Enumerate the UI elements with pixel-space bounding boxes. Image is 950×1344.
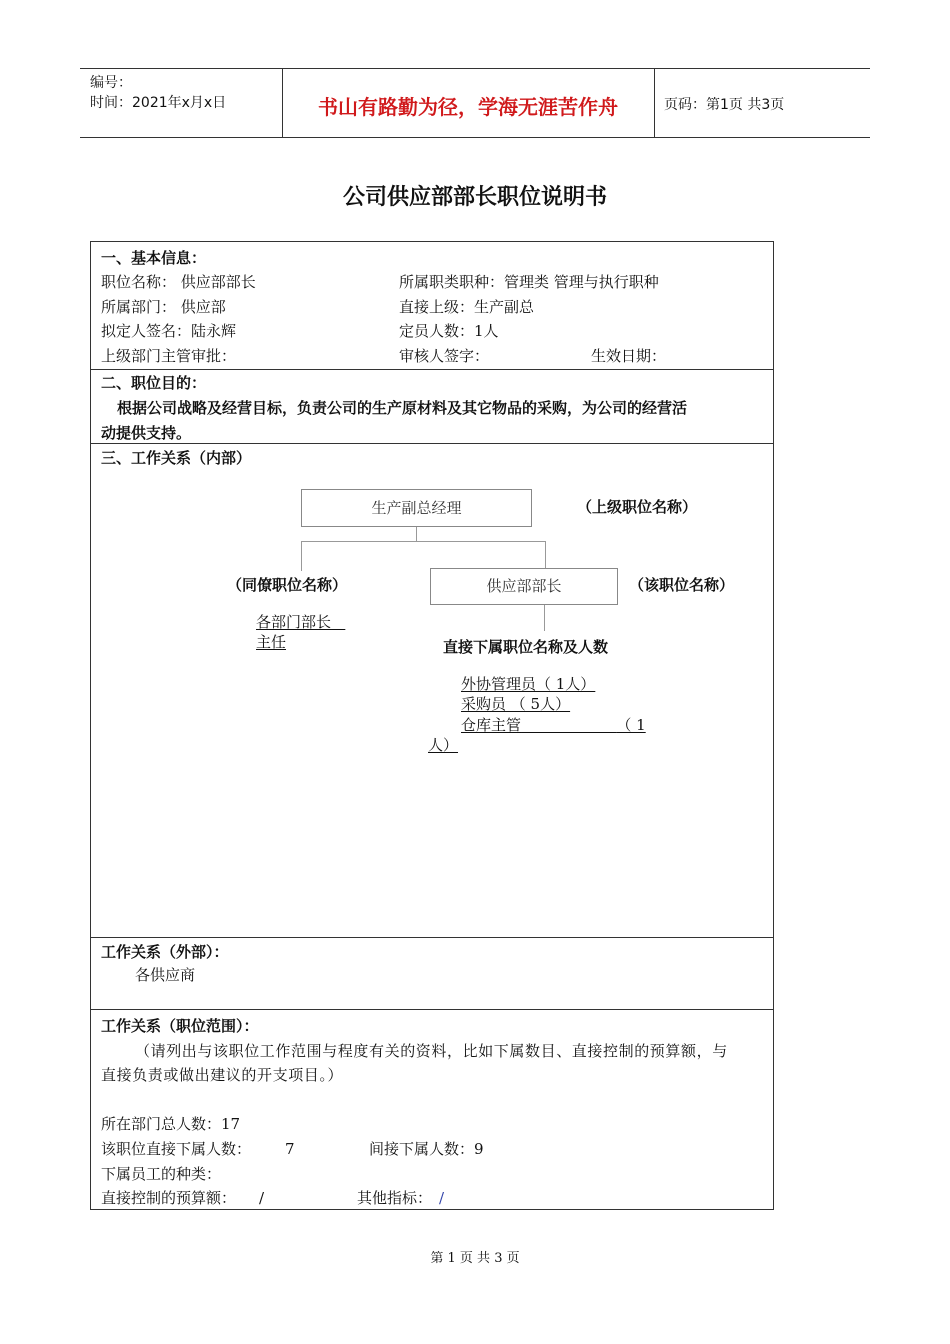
- superior-position-note: （上级职位名称）: [577, 498, 698, 516]
- peer-position-note: （同僚职位名称）: [227, 576, 348, 594]
- subordinates-heading: 直接下属职位名称及人数: [443, 638, 609, 656]
- external-relations-heading: 工作关系（外部）：: [101, 943, 229, 961]
- purpose-line-1: 根据公司战略及经营目标，负责公司的生产原材料及其它物品的采购，为公司的经营活: [117, 399, 688, 417]
- other-metrics-label: 其他指标：: [357, 1189, 433, 1207]
- external-relations-content: 各供应商: [135, 966, 196, 984]
- header-motto: 书山有路勤为径，学海无涯苦作舟: [318, 95, 618, 119]
- org-connector: [301, 541, 302, 571]
- indirect-subordinates: 间接下属人数：9: [369, 1140, 484, 1158]
- org-connector: [301, 541, 545, 542]
- row-divider: [91, 443, 773, 444]
- basic-info-heading: 一、基本信息：: [101, 249, 207, 267]
- date-label: 时间：2021年x月x日: [90, 95, 227, 111]
- subordinate-types: 下属员工的种类：: [101, 1165, 222, 1183]
- headcount: 定员人数：1人: [399, 322, 499, 340]
- row-divider: [91, 1009, 773, 1010]
- direct-subordinates-label: 该职位直接下属人数：: [101, 1140, 252, 1158]
- scope-note-line-2: 直接负责或做出建议的开支项目。）: [101, 1066, 344, 1084]
- document-header: [80, 68, 870, 138]
- self-position-box: 供应部部长: [430, 568, 618, 605]
- sub3-label: 仓库主管: [461, 716, 522, 734]
- number-label: 编号：: [90, 75, 132, 91]
- org-connector: [545, 541, 546, 568]
- sub3-count: （ 1: [616, 716, 646, 734]
- row-divider: [91, 369, 773, 370]
- header-meta: [90, 73, 226, 113]
- header-divider: [654, 69, 655, 137]
- budget-value: /: [259, 1189, 265, 1207]
- header-page-info: 页码：第1页 共3页: [664, 97, 785, 113]
- peer-line-2: 主任: [256, 633, 287, 651]
- page-footer: 第 1 页 共 3 页: [430, 1251, 520, 1266]
- scope-heading: 工作关系（职位范围）：: [101, 1017, 259, 1035]
- job-description-table: [90, 241, 774, 1210]
- dept-head-approval: 上级部门主管审批：: [101, 347, 237, 365]
- purpose-heading: 二、职位目的：: [101, 374, 207, 392]
- direct-subordinates-value: 7: [285, 1140, 295, 1158]
- department: 所属部门： 供应部: [101, 298, 226, 316]
- peer-positions: [256, 612, 345, 632]
- other-metrics-value: /: [439, 1189, 445, 1207]
- row-divider: [91, 937, 773, 938]
- org-connector: [416, 527, 417, 541]
- superior-position-box: 生产副总经理: [301, 489, 532, 527]
- subordinate-purchaser: 采购员 （ 5人）: [461, 695, 571, 713]
- peer-line-1: 各部门部长: [256, 613, 332, 631]
- document-title: 公司供应部部长职位说明书: [342, 185, 607, 210]
- subordinate-warehouse-supervisor: [461, 715, 646, 735]
- effective-date: 生效日期：: [591, 347, 667, 365]
- job-category: 所属职类职种：管理类 管理与执行职种: [399, 273, 659, 291]
- direct-superior: 直接上级：生产副总: [399, 298, 535, 316]
- purpose-line-2: 动提供支持。: [101, 424, 192, 442]
- budget-label: 直接控制的预算额：: [101, 1189, 237, 1207]
- drafter-signature: 拟定人签名：陆永辉: [101, 322, 237, 340]
- internal-relations-heading: 三、工作关系（内部）: [101, 449, 252, 467]
- scope-note-line-1: （请列出与该职位工作范围与程度有关的资料，比如下属数目、直接控制的预算额，与: [135, 1042, 728, 1060]
- dept-total-headcount: 所在部门总人数：17: [101, 1115, 241, 1133]
- subordinate-outsourcing-admin: 外协管理员（ 1人）: [461, 675, 596, 693]
- reviewer-signature: 审核人签字：: [399, 347, 490, 365]
- sub3-tail: 人）: [428, 736, 459, 754]
- position-name: 职位名称： 供应部部长: [101, 273, 256, 291]
- self-position-note: （该职位名称）: [629, 576, 735, 594]
- org-connector: [544, 605, 545, 631]
